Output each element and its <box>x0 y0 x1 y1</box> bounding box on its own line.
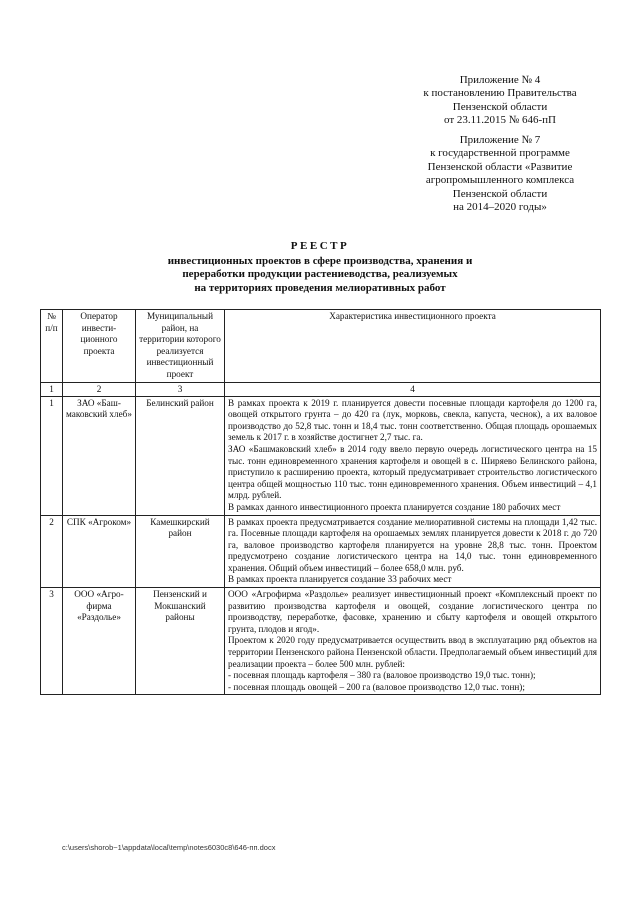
row-operator: ООО «Агро-фирма «Раздолье» <box>63 588 136 695</box>
appendix-line: агропромышленного комплекса <box>425 174 575 187</box>
column-number: 2 <box>63 382 136 396</box>
appendix-line: Пензенской области «Развитие <box>427 160 573 173</box>
appendix-7-block <box>390 134 610 214</box>
table-row <box>41 588 601 695</box>
appendix-line: от 23.11.2015 № 646-пП <box>444 114 556 127</box>
header-characteristics: Характеристика инвестиционного проекта <box>225 310 601 383</box>
description-paragraph: - посевная площадь овощей – 200 га (валовое производство 12,0 тыс. тонн); <box>228 681 525 692</box>
description-paragraph: В рамках проекта к 2019 г. планируется довести посевные площади картофеля до 1200 га, овощей открытого грунта – до 420 га (лук, морковь, свекла, капуста, чеснок), а их валовое производство до 52,8 тыс. тонн и 18,4 тыс. тонн соответственно. Общая площадь орошаемых земель к 2017 г. в хозяйстве достигнет 2,7 тыс. га. <box>228 397 597 443</box>
row-number: 2 <box>41 515 63 588</box>
table-row <box>41 515 601 588</box>
column-number: 3 <box>136 382 225 396</box>
description-paragraph: Проектом к 2020 году предусматривается осуществить ввод в эксплуатацию ряд объектов на территории Пензенского района Пензенской области. Предполагаемый объем инвестиций для реализации проекта – более 500 млн. рублей: <box>228 635 597 669</box>
row-description <box>225 396 601 515</box>
description-paragraph: В рамках проекта предусматривается создание мелиоративной системы на площади 1,42 тыс. га. Посевные площади картофеля на орошаемых землях планируется довести к 2018 г. до 720 га, валовое производство картофеля планируется на уровне 28,8 тыс. тонн. Проектом предусмотрено создание логистического центра на 14,0 тыс. тонн единовременного хранения. Общий объем инвестиций – более 658,0 млн. руб. <box>228 516 597 573</box>
row-operator: СПК «Агроком» <box>63 515 136 588</box>
description-paragraph: - посевная площадь картофеля – 380 га (валовое производство 19,0 тыс. тонн); <box>228 670 536 681</box>
document-title <box>110 240 530 295</box>
appendix-line: к государственной программе <box>430 147 570 160</box>
title-line: переработки продукции растениеводства, реализуемых <box>182 268 458 280</box>
description-paragraph: ЗАО «Башмаковский хлеб» в 2014 году ввело первую очередь логистического центра на 15 тыс. тонн единовременного хранения картофеля и овощей в с. Ширяево Белинского района, приступило к расширению проекта, который предусматривает строительство логистического центра общей мощностью 110 тыс. тонн единовременного хранения. Объем инвестиций – 4,1 млрд. рублей. <box>228 443 597 501</box>
header-district: Муниципальный район, на территории которого реализуется инвестиционный проект <box>136 310 225 383</box>
appendix-line: Пензенской области <box>452 187 548 200</box>
row-district: Камешкирский район <box>136 515 225 588</box>
table-row <box>41 396 601 515</box>
registry-table <box>40 309 601 695</box>
column-number: 1 <box>41 382 63 396</box>
row-district: Белинский район <box>136 396 225 515</box>
file-path-footer: c:\users\shorob~1\appdata\local\temp\notes6030c8\646-пп.docx <box>62 843 276 852</box>
table-header-row <box>41 310 601 383</box>
column-number: 4 <box>225 382 601 396</box>
row-district: Пензенский и Мокшанский районы <box>136 588 225 695</box>
column-number-row <box>41 382 601 396</box>
row-number: 1 <box>41 396 63 515</box>
appendix-line: на 2014–2020 годы» <box>453 201 547 214</box>
description-paragraph: ООО «Агрофирма «Раздолье» реализует инвестиционный проект «Комплексный проект по развитию производства картофеля и овощей, создание логистического центра по производству, переработке, фасовке, хранению и сбыту картофеля и овощей открытого грунта, плодов и ягод». <box>228 589 597 634</box>
appendix-line: к постановлению Правительства <box>423 87 577 100</box>
title-line: на территориях проведения мелиоративных работ <box>194 281 446 294</box>
header-number: № п/п <box>41 310 63 383</box>
appendix-4-block <box>390 74 610 128</box>
header-operator: Оператор инвести-ционного проекта <box>63 310 136 383</box>
appendix-line: Приложение № 7 <box>459 134 541 146</box>
row-operator: ЗАО «Баш-маковский хлеб» <box>63 396 136 515</box>
row-description <box>225 588 601 695</box>
description-paragraph: В рамках проекта планируется создание 33 рабочих мест <box>228 574 452 585</box>
title-heading: РЕЕСТР <box>290 240 350 252</box>
appendix-line: Приложение № 4 <box>459 74 541 86</box>
appendix-line: Пензенской области <box>452 100 548 113</box>
title-line: инвестиционных проектов в сфере производства, хранения и <box>167 254 473 267</box>
row-number: 3 <box>41 588 63 695</box>
description-paragraph: В рамках данного инвестиционного проекта планируется создание 180 рабочих мест <box>228 501 561 512</box>
row-description <box>225 515 601 588</box>
